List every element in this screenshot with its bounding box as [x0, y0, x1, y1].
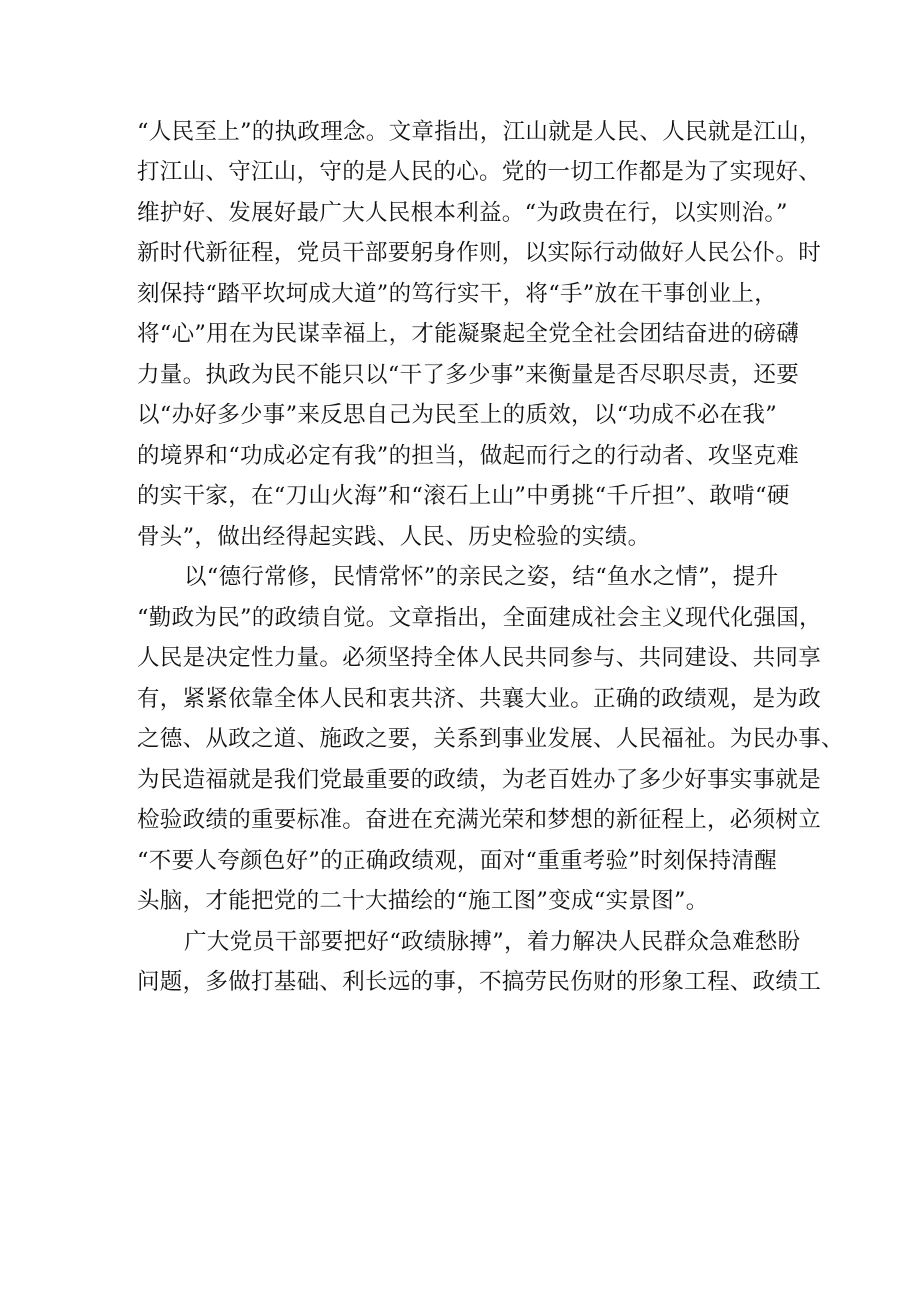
text-line: “不要人夸颜色好”的正确政绩观，面对“重重考验”时刻保持清醒 — [137, 848, 778, 874]
text-line: 广大党员干部要把好“政绩脉搏”，着力解决人民群众急难愁盼 — [184, 929, 801, 955]
text-line: 人民是决定性力量。必须坚持全体人民共同参与、共同建设、共同享 — [137, 645, 822, 671]
text-line: 打江山、守江山，守的是人民的心。党的一切工作都是为了实现好、 — [137, 159, 822, 185]
text-line: 的境界和“功成必定有我”的担当，做起而行之的行动者、攻坚克难 — [137, 443, 800, 469]
text-line: 将“心”用在为民谋幸福上，才能凝聚起全党全社会团结奋进的磅礴 — [137, 321, 800, 347]
text-line: “勤政为民”的政绩自觉。文章指出，全面建成社会主义现代化强国， — [137, 605, 822, 631]
text-line: 的实干家，在“刀山火海”和“滚石上山”中勇挑“千斤担”、敢啃“硬 — [137, 483, 790, 509]
text-line: 之德、从政之道、施政之要，关系到事业发展、人民福祉。为民办事、 — [137, 726, 844, 752]
text-line: 刻保持“踏平坎坷成大道”的笃行实干，将“手”放在干事创业上， — [137, 281, 778, 307]
text-line: 以“办好多少事”来反思自己为民至上的质效，以“功成不必在我” — [137, 402, 778, 428]
text-line: 头脑，才能把党的二十大描绘的“施工图”变成“实景图”。 — [137, 888, 709, 914]
text-line: “人民至上”的执政理念。文章指出，江山就是人民、人民就是江山， — [137, 119, 822, 145]
text-line: 力量。执政为民不能只以“干了多少事”来衡量是否尽职尽责，还要 — [137, 362, 800, 388]
text-line: 为民造福就是我们党最重要的政绩，为老百姓办了多少好事实事就是 — [137, 767, 822, 793]
text-line: 检验政绩的重要标准。奋进在充满光荣和梦想的新征程上，必须树立 — [137, 807, 822, 833]
text-line: 新时代新征程，党员干部要躬身作则，以实际行动做好人民公仆。时 — [137, 240, 822, 266]
text-line: 问题，多做打基础、利长远的事，不搞劳民伤财的形象工程、政绩工 — [137, 969, 822, 995]
text-line: 有，紧紧依靠全体人民和衷共济、共襄大业。正确的政绩观，是为政 — [137, 686, 822, 712]
text-line: 维护好、发展好最广大人民根本利益。“为政贵在行，以实则治。” — [137, 200, 788, 226]
text-line: 以“德行常修，民情常怀”的亲民之姿，结“鱼水之情”，提升 — [184, 564, 779, 590]
text-line: 骨头”，做出经得起实践、人民、历史检验的实绩。 — [137, 524, 651, 550]
